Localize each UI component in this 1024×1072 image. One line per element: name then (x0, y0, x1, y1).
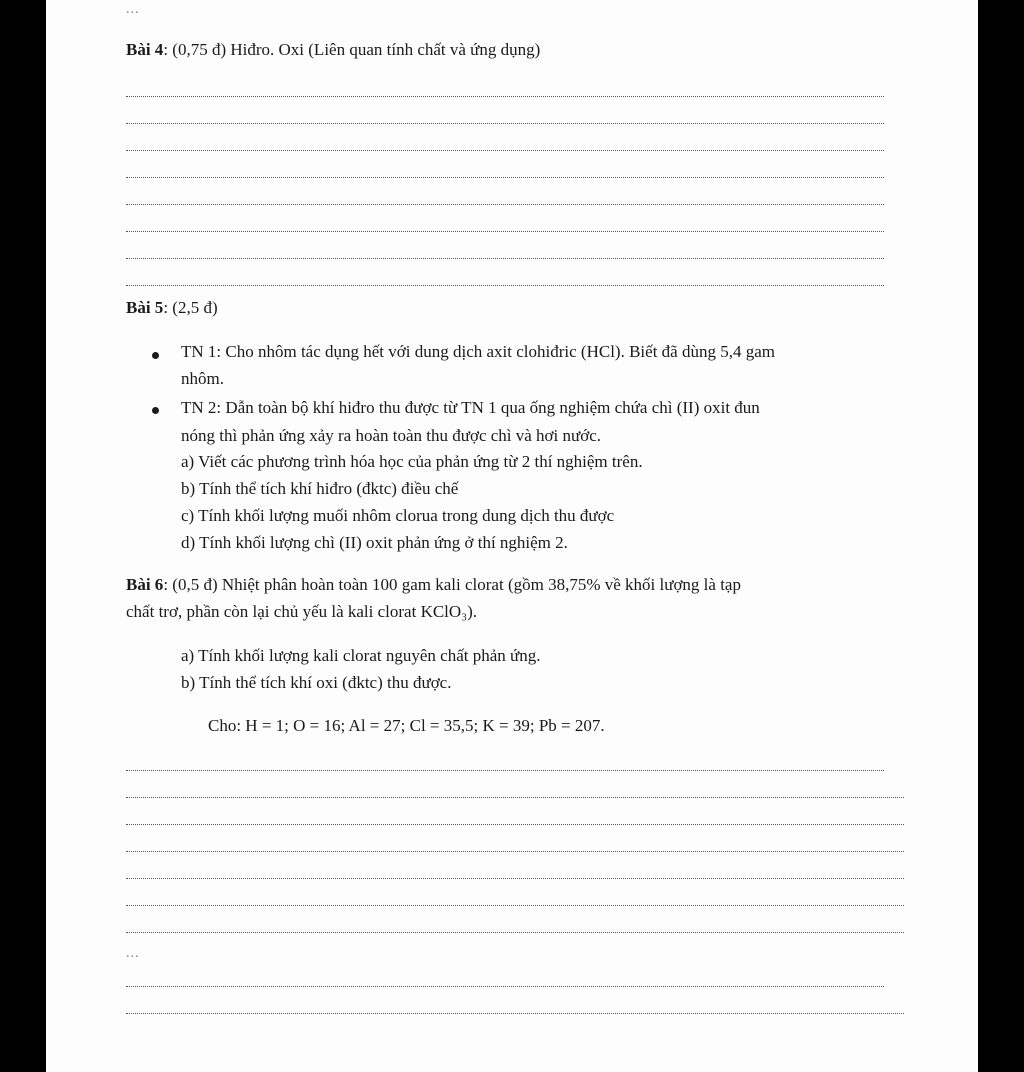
answer-line (126, 932, 904, 933)
answer-line (126, 150, 884, 151)
tn1-line1: TN 1: Cho nhôm tác dụng hết với dung dịch axit clohiđric (HCl). Biết đã dùng 5,4 gam (181, 342, 775, 361)
bullet-icon (152, 352, 159, 359)
worksheet-page (46, 0, 978, 1072)
bai6-text-line2: chất trơ, phần còn lại chủ yếu là kali clorat KClO₃). (126, 602, 478, 621)
bai6-question-a: a) Tính khối lượng kali clorat nguyên chất phản ứng. (181, 646, 541, 665)
bai4-label: Bài 4 (126, 40, 164, 59)
bai5-question-a: a) Viết các phương trình hóa học của phản ứng từ 2 thí nghiệm trên. (181, 452, 643, 471)
answer-line (126, 770, 884, 771)
tn1-line2: nhôm. (181, 369, 224, 388)
answer-line (126, 231, 884, 232)
tn2-line2: nóng thì phản ứng xảy ra hoàn toàn thu được chì và hơi nước. (181, 426, 602, 445)
bai5-question-c: c) Tính khối lượng muối nhôm clorua trong dung dịch thu được (181, 506, 615, 525)
answer-line (126, 878, 904, 879)
bai6-question-b: b) Tính thể tích khí oxi (đktc) thu được. (181, 673, 452, 692)
bai6-text-line1: : (0,5 đ) Nhiệt phân hoàn toàn 100 gam kali clorat (gồm 38,75% về khối lượng là tạp (163, 575, 741, 594)
answer-line (126, 797, 904, 798)
answer-line (126, 204, 884, 205)
bai5-question-d: d) Tính khối lượng chì (II) oxit phản ứng ở thí nghiệm 2. (181, 533, 568, 552)
bai5-text: : (2,5 đ) (163, 298, 218, 317)
answer-line (126, 986, 884, 987)
answer-line (126, 96, 884, 97)
bai5-question-b: b) Tính thể tích khí hiđro (đktc) điều chế (181, 479, 459, 498)
answer-line (126, 824, 904, 825)
bullet-icon (152, 407, 159, 414)
answer-line (126, 851, 904, 852)
answer-line (126, 123, 884, 124)
bai5-heading (126, 298, 218, 318)
top-ellipsis: ... (126, 2, 140, 17)
answer-line (126, 285, 884, 286)
answer-line (126, 177, 884, 178)
tn2-line1: TN 2: Dẫn toàn bộ khí hiđro thu được từ TN 1 qua ống nghiệm chứa chì (II) oxit đun (181, 398, 760, 417)
bai6-heading (126, 575, 741, 595)
bai4-text: : (0,75 đ) Hiđro. Oxi (Liên quan tính chất và ứng dụng) (163, 40, 541, 59)
bai6-label: Bài 6 (126, 575, 164, 594)
bai5-label: Bài 5 (126, 298, 164, 317)
bai4-heading (126, 40, 540, 60)
given-atomic-masses: Cho: H = 1; O = 16; Al = 27; Cl = 35,5; K = 39; Pb = 207. (208, 716, 605, 735)
bottom-ellipsis: ... (126, 946, 140, 961)
answer-line (126, 1013, 904, 1014)
answer-line (126, 905, 904, 906)
answer-line (126, 258, 884, 259)
